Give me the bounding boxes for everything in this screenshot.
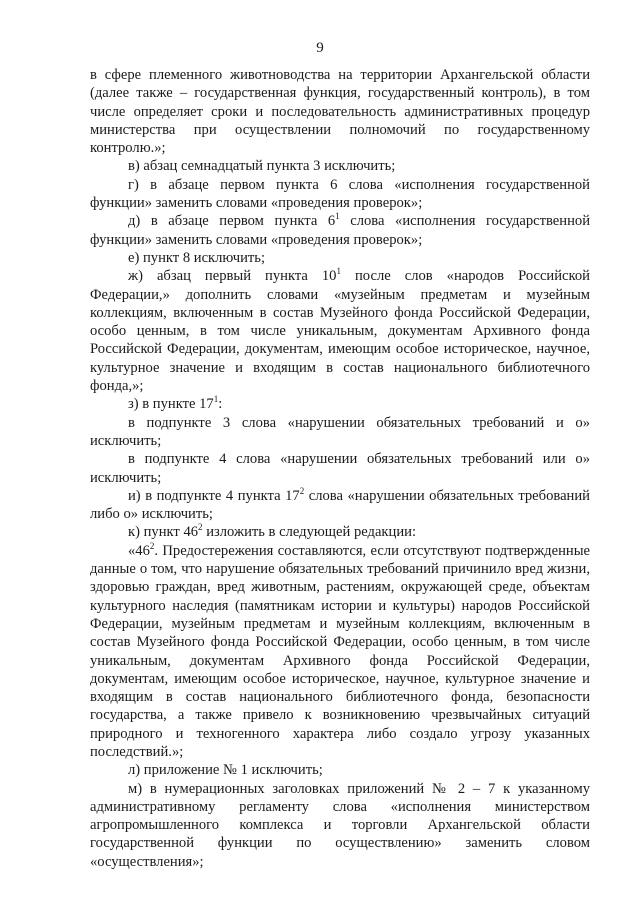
paragraph-text: в подпункте 3 слова «нарушении обязательных требований и о» исключить; [90, 414, 590, 449]
paragraph-text: м) в нумерационных заголовках приложений № 2 – 7 к указанному административному регламенту слова «исполнения министерством агропромышленного комплекса и торговли Архангельской области государственной функции по осуществлению» заменить словом «осуществления»; [90, 780, 590, 870]
document-body [90, 66, 590, 871]
paragraph-text: : [218, 396, 223, 413]
paragraph [90, 395, 590, 413]
page-number: 9 [316, 40, 324, 56]
paragraph [90, 450, 590, 487]
paragraph-text: в подпункте 4 слова «нарушении обязательных требований или о» исключить; [90, 451, 590, 486]
paragraph [90, 212, 590, 249]
paragraph [90, 761, 590, 779]
paragraph [90, 249, 590, 267]
paragraph-text: изложить в следующей редакции: [202, 524, 417, 541]
paragraph-text: е) пункт 8 исключить; [128, 249, 266, 266]
paragraph-text: слова «нарушении обязательных требований либо о» исключить; [90, 487, 590, 523]
paragraph-text: ж) абзац первый пункта 10 [128, 268, 337, 285]
paragraph [90, 523, 590, 541]
paragraph-text: «46 [128, 542, 150, 559]
paragraph-text: слова «исполнения государственной функции» заменить словами «проведения проверок»; [90, 213, 591, 248]
paragraph [90, 66, 590, 157]
paragraph [90, 780, 590, 871]
paragraph-text: в) абзац семнадцатый пункта 3 исключить; [128, 158, 396, 175]
superscript-index: 1 [336, 266, 341, 277]
paragraph [90, 176, 590, 213]
paragraph-text: после слов «народов Российской Федерации,» дополнить словами «музейным предметам и музейным коллекциям, включенным в состав Музейного фонда Российской Федерации, особо ценным, в том числе уникальным, документам Архивного фонда Российской Федерации, документам, имеющим особое историческое, научное, культурное значение и входящим в состав национального библиотечного фонда,»; [90, 268, 590, 395]
paragraph-text: з) в пункте 17 [128, 396, 214, 413]
paragraph-text: к) пункт 46 [128, 524, 199, 541]
superscript-index: 2 [299, 485, 305, 496]
superscript-index: 1 [335, 211, 340, 222]
paragraph-text: . Предостережения составляются, если отсутствуют подтвержденные данные о том, что нарушение обязательных требований причинило вред жизни, здоровью граждан, вред животным, растениям, окружающей среде, объектам культурного наследия (памятникам истории и культуры) народов Российской Федерации, музейным предметам и музейным коллекциям, включенным в состав Музейного фонда Российской Федерации, особо ценным, в том числе уникальным, документам Архивного фонда Российской Федерации, документам, имеющим особое историческое, научное, культурное значение и входящим в состав национального библиотечного фонда, безопасности государства, а также привело к возникновению чрезвычайных ситуаций природного и техногенного характера либо создало угрозу указанных последствий.»; [90, 542, 590, 760]
superscript-index: 2 [149, 540, 155, 551]
paragraph-text: д) в абзаце первом пункта 6 [128, 213, 336, 230]
superscript-index: 2 [198, 522, 203, 533]
superscript-index: 1 [213, 394, 219, 405]
paragraph-text: и) в подпункте 4 пункта 17 [128, 487, 300, 504]
paragraph-text: в сфере племенного животноводства на территории Архангельской области (далее также – государственная функция, государственный контроль), в том числе определяет сроки и последовательность административных процедур министерства при осуществлении полномочий по государственному контролю.»; [90, 67, 590, 157]
paragraph-text: л) приложение № 1 исключить; [128, 762, 323, 779]
paragraph [90, 542, 590, 762]
paragraph [90, 487, 590, 524]
paragraph [90, 157, 590, 175]
paragraph [90, 267, 590, 395]
paragraph [90, 414, 590, 451]
paragraph-text: г) в абзаце первом пункта 6 слова «исполнения государственной функции» заменить словами «проведения проверок»; [90, 176, 590, 212]
